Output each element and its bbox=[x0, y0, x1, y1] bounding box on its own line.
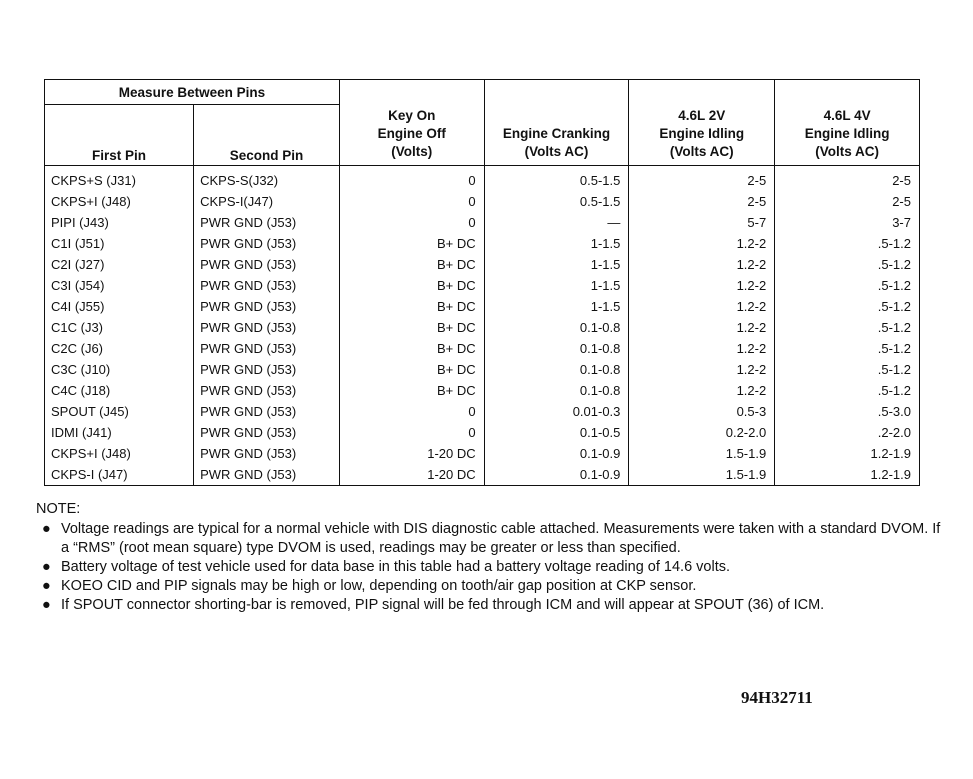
engine-cranking-cell: 0.5-1.5 bbox=[484, 166, 629, 192]
first-pin-cell: IDMI (J41) bbox=[45, 422, 194, 443]
second-pin-cell: PWR GND (J53) bbox=[194, 422, 340, 443]
idling-4v-cell: 1.2-1.9 bbox=[775, 443, 920, 464]
idling-4v-cell: .2-2.0 bbox=[775, 422, 920, 443]
first-pin-cell: CKPS+I (J48) bbox=[45, 191, 194, 212]
second-pin-cell: PWR GND (J53) bbox=[194, 443, 340, 464]
second-pin-cell: PWR GND (J53) bbox=[194, 296, 340, 317]
idling-4v-cell: .5-1.2 bbox=[775, 317, 920, 338]
idling-4v-cell: 2-5 bbox=[775, 166, 920, 192]
first-pin-cell: C4I (J55) bbox=[45, 296, 194, 317]
idling-4v-cell: .5-3.0 bbox=[775, 401, 920, 422]
idling-2v-cell: 0.5-3 bbox=[629, 401, 775, 422]
second-pin-cell: PWR GND (J53) bbox=[194, 401, 340, 422]
key-on-engine-off-cell: B+ DC bbox=[339, 338, 484, 359]
idling-4v-cell: .5-1.2 bbox=[775, 275, 920, 296]
engine-cranking-cell: 1-1.5 bbox=[484, 275, 629, 296]
idling-4v-cell: .5-1.2 bbox=[775, 359, 920, 380]
first-pin-cell: CKPS+S (J31) bbox=[45, 166, 194, 192]
key-on-engine-off-cell: 0 bbox=[339, 422, 484, 443]
key-on-engine-off-cell: 1-20 DC bbox=[339, 443, 484, 464]
idling-2v-cell: 1.5-1.9 bbox=[629, 464, 775, 486]
second-pin-cell: CKPS-S(J32) bbox=[194, 166, 340, 192]
second-pin-cell: PWR GND (J53) bbox=[194, 338, 340, 359]
bullet-icon: ● bbox=[42, 597, 51, 613]
figure-id-label: 94H32711 bbox=[741, 688, 813, 707]
table-row bbox=[45, 464, 920, 486]
engine-cranking-cell: 0.1-0.8 bbox=[484, 338, 629, 359]
note-item bbox=[36, 577, 941, 596]
note-item bbox=[36, 558, 941, 577]
first-pin-cell: C2I (J27) bbox=[45, 254, 194, 275]
engine-cranking-cell: 0.1-0.9 bbox=[484, 464, 629, 486]
idling-2v-cell: 1.2-2 bbox=[629, 296, 775, 317]
table-row bbox=[45, 233, 920, 254]
key-on-engine-off-cell: B+ DC bbox=[339, 380, 484, 401]
engine-cranking-cell: 0.1-0.8 bbox=[484, 359, 629, 380]
table-row bbox=[45, 296, 920, 317]
key-on-engine-off-cell: B+ DC bbox=[339, 275, 484, 296]
first-pin-cell: C4C (J18) bbox=[45, 380, 194, 401]
first-pin-cell: C2C (J6) bbox=[45, 338, 194, 359]
table-row bbox=[45, 422, 920, 443]
second-pin-cell: PWR GND (J53) bbox=[194, 275, 340, 296]
key-on-engine-off-cell: B+ DC bbox=[339, 359, 484, 380]
table-row bbox=[45, 275, 920, 296]
engine-cranking-cell: 0.1-0.9 bbox=[484, 443, 629, 464]
idling-2v-cell: 1.2-2 bbox=[629, 275, 775, 296]
engine-cranking-cell: 0.1-0.8 bbox=[484, 380, 629, 401]
first-pin-cell: CKPS+I (J48) bbox=[45, 443, 194, 464]
table-row bbox=[45, 191, 920, 212]
table-row bbox=[45, 401, 920, 422]
table-row bbox=[45, 166, 920, 192]
idling-2v-cell: 2-5 bbox=[629, 191, 775, 212]
bullet-icon: ● bbox=[42, 521, 51, 537]
idling-2v-cell: 1.2-2 bbox=[629, 380, 775, 401]
first-pin-cell: C1C (J3) bbox=[45, 317, 194, 338]
engine-cranking-cell: 0.01-0.3 bbox=[484, 401, 629, 422]
idling-2v-cell: 1.5-1.9 bbox=[629, 443, 775, 464]
first-pin-cell: C3I (J54) bbox=[45, 275, 194, 296]
engine-cranking-cell: 1-1.5 bbox=[484, 254, 629, 275]
idling-4v-cell: .5-1.2 bbox=[775, 380, 920, 401]
idling-4v-cell: .5-1.2 bbox=[775, 296, 920, 317]
idling-4v-cell: 3-7 bbox=[775, 212, 920, 233]
key-on-engine-off-cell: B+ DC bbox=[339, 317, 484, 338]
first-pin-cell: C1I (J51) bbox=[45, 233, 194, 254]
table-row bbox=[45, 338, 920, 359]
idling-2v-cell: 2-5 bbox=[629, 166, 775, 192]
key-on-engine-off-cell: B+ DC bbox=[339, 254, 484, 275]
engine-cranking-cell: 0.1-0.5 bbox=[484, 422, 629, 443]
table-row bbox=[45, 443, 920, 464]
second-pin-header: Second Pin bbox=[194, 105, 340, 166]
idling-4v-cell: .5-1.2 bbox=[775, 254, 920, 275]
second-pin-cell: PWR GND (J53) bbox=[194, 317, 340, 338]
second-pin-cell: PWR GND (J53) bbox=[194, 359, 340, 380]
first-pin-cell: SPOUT (J45) bbox=[45, 401, 194, 422]
key-on-engine-off-cell: 1-20 DC bbox=[339, 464, 484, 486]
engine-cranking-cell: 1-1.5 bbox=[484, 296, 629, 317]
engine-cranking-header: Engine Cranking (Volts AC) bbox=[484, 80, 629, 166]
table-row bbox=[45, 380, 920, 401]
engine-cranking-cell: 1-1.5 bbox=[484, 233, 629, 254]
first-pin-cell: C3C (J10) bbox=[45, 359, 194, 380]
engine-cranking-cell: 0.1-0.8 bbox=[484, 317, 629, 338]
idling-2v-cell: 1.2-2 bbox=[629, 254, 775, 275]
second-pin-cell: PWR GND (J53) bbox=[194, 233, 340, 254]
bullet-icon: ● bbox=[42, 559, 51, 575]
key-on-engine-off-cell: B+ DC bbox=[339, 296, 484, 317]
idling-2v-cell: 1.2-2 bbox=[629, 233, 775, 254]
idling-4v-cell: .5-1.2 bbox=[775, 233, 920, 254]
engine-cranking-cell: — bbox=[484, 212, 629, 233]
idling-4v-cell: .5-1.2 bbox=[775, 338, 920, 359]
pin-voltage-table bbox=[44, 79, 920, 486]
second-pin-cell: PWR GND (J53) bbox=[194, 212, 340, 233]
table-row bbox=[45, 359, 920, 380]
idling-2v-cell: 1.2-2 bbox=[629, 359, 775, 380]
bullet-icon: ● bbox=[42, 578, 51, 594]
key-on-engine-off-cell: 0 bbox=[339, 166, 484, 192]
key-on-engine-off-cell: 0 bbox=[339, 212, 484, 233]
note-text: KOEO CID and PIP signals may be high or low, depending on tooth/air gap position at CKP sensor. bbox=[61, 578, 697, 594]
idling-4v-header: 4.6L 4V Engine Idling (Volts AC) bbox=[775, 80, 920, 166]
notes-list bbox=[36, 520, 941, 615]
key-on-engine-off-cell: B+ DC bbox=[339, 233, 484, 254]
second-pin-cell: PWR GND (J53) bbox=[194, 254, 340, 275]
first-pin-header: First Pin bbox=[45, 105, 194, 166]
notes-section bbox=[36, 500, 941, 615]
key-on-engine-off-cell: 0 bbox=[339, 191, 484, 212]
second-pin-cell: CKPS-I(J47) bbox=[194, 191, 340, 212]
idling-2v-cell: 5-7 bbox=[629, 212, 775, 233]
idling-2v-cell: 0.2-2.0 bbox=[629, 422, 775, 443]
table-row bbox=[45, 254, 920, 275]
first-pin-cell: CKPS-I (J47) bbox=[45, 464, 194, 486]
idling-4v-cell: 2-5 bbox=[775, 191, 920, 212]
measure-between-pins-header: Measure Between Pins bbox=[45, 80, 340, 105]
second-pin-cell: PWR GND (J53) bbox=[194, 380, 340, 401]
first-pin-cell: PIPI (J43) bbox=[45, 212, 194, 233]
table-row bbox=[45, 212, 920, 233]
note-title: NOTE: bbox=[36, 501, 81, 517]
note-item bbox=[36, 596, 941, 615]
table-body bbox=[45, 166, 920, 486]
key-on-engine-off-cell: 0 bbox=[339, 401, 484, 422]
idling-2v-cell: 1.2-2 bbox=[629, 317, 775, 338]
idling-4v-cell: 1.2-1.9 bbox=[775, 464, 920, 486]
idling-2v-header: 4.6L 2V Engine Idling (Volts AC) bbox=[629, 80, 775, 166]
engine-cranking-cell: 0.5-1.5 bbox=[484, 191, 629, 212]
idling-2v-cell: 1.2-2 bbox=[629, 338, 775, 359]
key-on-engine-off-header: Key On Engine Off (Volts) bbox=[339, 80, 484, 166]
note-text: If SPOUT connector shorting-bar is removed, PIP signal will be fed through ICM and will appear at SPOUT (36) of ICM. bbox=[61, 597, 825, 613]
table-row bbox=[45, 317, 920, 338]
note-item bbox=[36, 520, 941, 558]
note-text: Voltage readings are typical for a normal vehicle with DIS diagnostic cable attached. Measurements were taken with a standard DVOM. If a “RMS” (root mean square) type DVOM is used, readings may be greater or less than specified. bbox=[61, 521, 941, 556]
second-pin-cell: PWR GND (J53) bbox=[194, 464, 340, 486]
note-text: Battery voltage of test vehicle used for data base in this table had a battery voltage reading of 14.6 volts. bbox=[61, 559, 731, 575]
